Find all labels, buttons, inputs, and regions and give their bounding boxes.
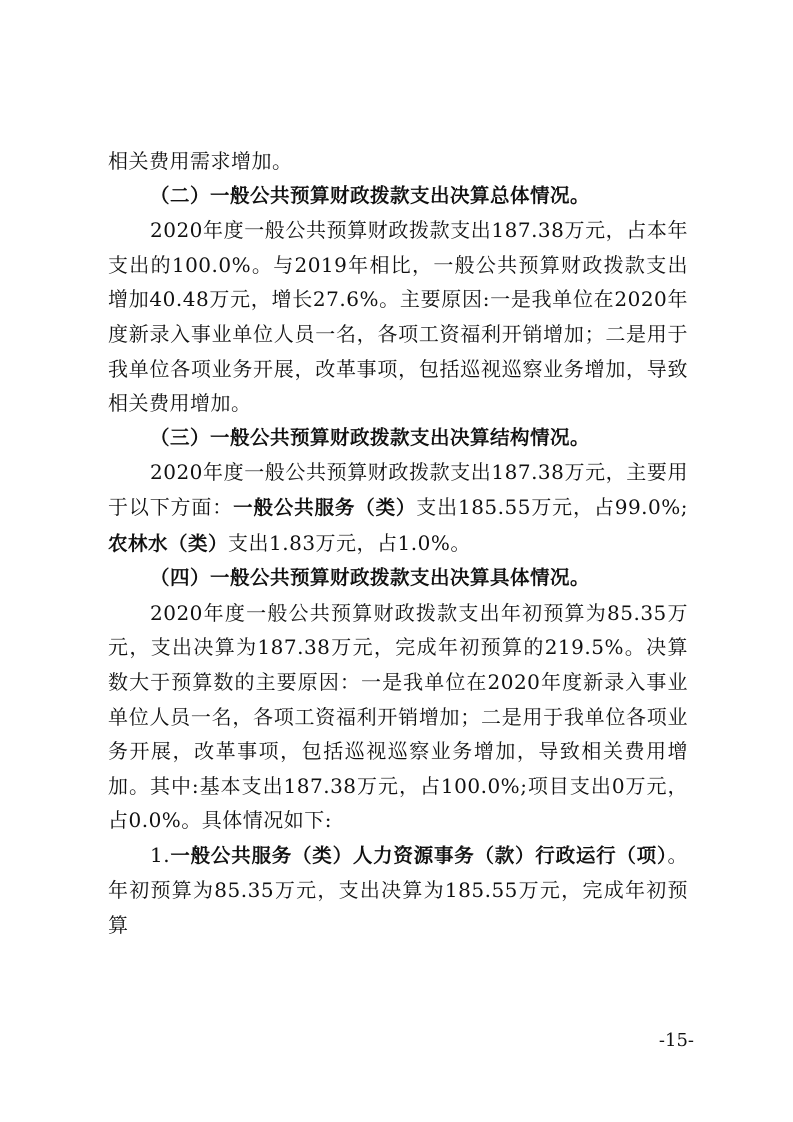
paragraph-overall: 2020年度一般公共预算财政拨款支出187.38万元，占本年支出的100.0%。与2019年相比，一般公共预算财政拨款支出增加40.48万元，增长27.6%。主要原因:一是我单位在2020年度新录入事业单位人员一名，各项工资福利开销增加；二是用于我单位各项业务开展，改革事项，包括巡视巡察业务增加，导致相关费用增加。 [108,218,688,416]
structure-agriculture-amount: 支出1.83万元，占1.0%。 [228,530,471,555]
structure-intro: 2020年度一般公共预算财政拨款支出187.38万元，主要用于以下方面： [108,460,688,519]
category-agriculture-forestry-water: 农林水（类） [108,531,229,555]
section-heading-2: （二）一般公共预算财政拨款支出决算总体情况。 [150,183,591,207]
section-heading-4: （四）一般公共预算财政拨款支出决算具体情况。 [150,566,591,590]
body-text [108,144,688,943]
item-1-title: 一般公共服务（类）人力资源事务（款）行政运行（项） [170,843,668,867]
structure-general-amount: 支出185.55万元，占99.0%; [416,494,688,519]
paragraph-continuation: 相关费用需求增加。 [108,149,293,173]
paragraph-details: 2020年度一般公共预算财政拨款支出年初预算为85.35万元，支出决算为187.38万元，完成年初预算的219.5%。决算数大于预算数的主要原因：一是我单位在2020年度新录入事业单位人员一名，各项工资福利开销增加；二是用于我单位各项业务开展，改革事项，包括巡视巡察业务增加，导致相关费用增加。其中:基本支出187.38万元，占100.0%;项目支出0万元，占0.0%。具体情况如下: [108,600,688,833]
category-general-public-services: 一般公共服务（类） [233,495,417,519]
page-number: -15- [658,1030,694,1051]
section-heading-3: （三）一般公共预算财政拨款支出决算结构情况。 [150,425,591,449]
item-1-body: 。年初预算为85.35万元，支出决算为185.55万元，完成年初预算 [108,842,688,938]
item-number: 1. [150,842,171,867]
paragraph-structure [108,455,688,561]
paragraph-item-1 [108,838,688,943]
